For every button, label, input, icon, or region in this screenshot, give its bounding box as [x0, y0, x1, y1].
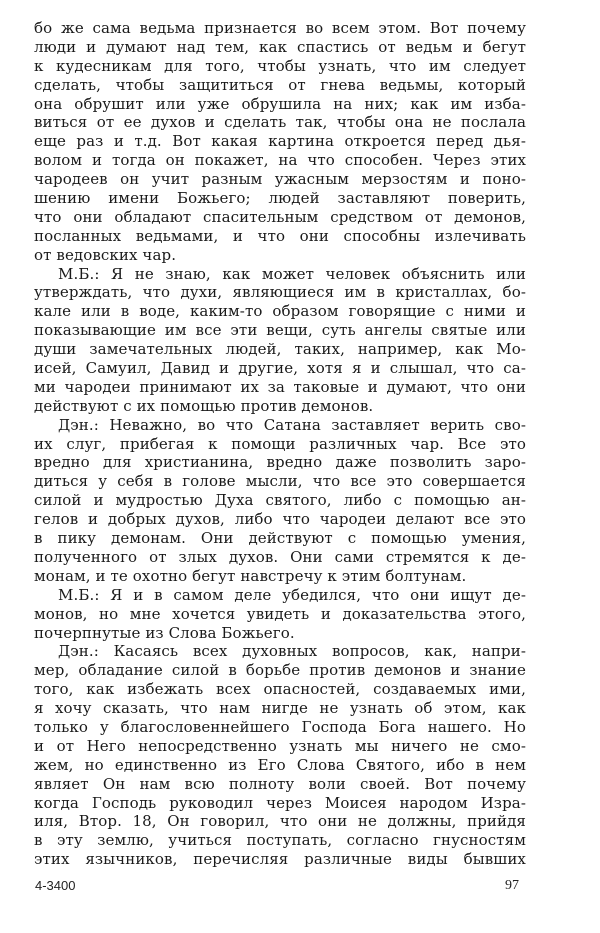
text-line: и от Него непосредственно узнать мы ничего не смо-: [34, 736, 526, 755]
text-line: души замечательных людей, таких, например, как Мо-: [34, 340, 526, 359]
text-line: иля, Втор. 18, Он говорил, что они не должны, прийдя: [34, 812, 526, 831]
text-line: мер, обладание силой в борьбе против демонов и знание: [34, 661, 526, 680]
text-line: что они обладают спасительным средством от демонов,: [34, 207, 526, 226]
text-line: шению имени Божьего; людей заставляют поверить,: [34, 189, 526, 208]
text-line: я хочу сказать, что нам нигде не узнать об этом, как: [34, 699, 526, 718]
text-line: полученного от злых духов. Они сами стремятся к де-: [34, 547, 526, 566]
paragraph: [34, 642, 526, 869]
text-line: их слуг, прибегая к помощи различных чар. Все это: [34, 434, 526, 453]
paragraph: [34, 265, 526, 416]
text-line: монов, но мне хочется увидеть и доказательства этого,: [34, 604, 526, 623]
text-line: монам, и те охотно бегут навстречу к этим болтунам.: [34, 566, 467, 585]
text-line: от ведовских чар.: [34, 245, 177, 264]
page-body: [34, 19, 526, 869]
text-line: М.Б.: Я не знаю, как может человек объяснить или: [58, 264, 526, 283]
text-line: сделать, чтобы защититься от гнева ведьмы, который: [34, 75, 526, 94]
text-line: к кудесникам для того, чтобы узнать, что им следует: [34, 56, 526, 75]
text-line: волом и тогда он покажет, на что способен. Через этих: [34, 151, 526, 170]
text-line: гелов и добрых духов, либо что чародеи делают все это: [34, 510, 526, 529]
text-line: жем, но единственно из Его Слова Святого, ибо в нем: [34, 755, 526, 774]
text-line: она обрушит или уже обрушила на них; как им изба-: [34, 94, 526, 113]
text-line: ми чародеи принимают их за таковые и думают, что они: [34, 377, 526, 396]
text-line: Дэн.: Неважно, во что Сатана заставляет верить сво-: [58, 415, 526, 434]
paragraph: [34, 416, 526, 586]
text-line: исей, Самуил, Давид и другие, хотя я и слышал, что са-: [34, 359, 526, 378]
text-line: того, как избежать всех опасностей, создаваемых ими,: [34, 680, 526, 699]
text-line: в эту землю, учиться поступать, согласно гнусностям: [34, 831, 526, 850]
text-line: диться у себя в голове мысли, что все это совершается: [34, 472, 526, 491]
text-line: действуют с их помощью против демонов.: [34, 396, 374, 415]
text-line: являет Он нам всю полноту воли своей. Вот почему: [34, 774, 526, 793]
text-line: кале или в воде, каким-то образом говорящие с ними и: [34, 302, 526, 321]
paragraph: [34, 19, 526, 265]
printer-signature: 4-3400: [35, 878, 76, 893]
text-line: только у благословеннейшего Господа Бога нашего. Но: [34, 717, 526, 736]
text-line: почерпнутые из Слова Божьего.: [34, 623, 295, 642]
text-line: когда Господь руководил через Моисея народом Изра-: [34, 793, 526, 812]
text-line: Дэн.: Касаясь всех духовных вопросов, как, напри-: [58, 642, 526, 661]
text-line: силой и мудростью Духа святого, либо с помощью ан-: [34, 491, 526, 510]
text-line: виться от ее духов и сделать так, чтобы она не послала: [34, 113, 526, 132]
text-line: люди и думают над тем, как спастись от ведьм и бегут: [34, 37, 526, 56]
page-number: 97: [505, 878, 519, 893]
text-line: еще раз и т.д. Вот какая картина откроется перед дья-: [34, 132, 526, 151]
text-line: М.Б.: Я и в самом деле убедился, что они ищут де-: [58, 585, 526, 604]
text-line: утверждать, что духи, являющиеся им в кристаллах, бо-: [34, 283, 526, 302]
text-line: этих язычников, перечисляя различные виды бывших: [34, 850, 526, 869]
text-line: чародеев он учит разным ужасным мерзостям и поно-: [34, 170, 526, 189]
text-line: вредно для христианина, вредно даже позволить заро-: [34, 453, 526, 472]
text-line: показывающие им все эти вещи, суть ангелы святые или: [34, 321, 526, 340]
text-line: бо же сама ведьма признается во всем этом. Вот почему: [34, 19, 526, 37]
text-line: посланных ведьмами, и что они способны излечивать: [34, 226, 526, 245]
text-line: в пику демонам. Они действуют с помощью умения,: [34, 529, 526, 548]
paragraph: [34, 586, 526, 643]
